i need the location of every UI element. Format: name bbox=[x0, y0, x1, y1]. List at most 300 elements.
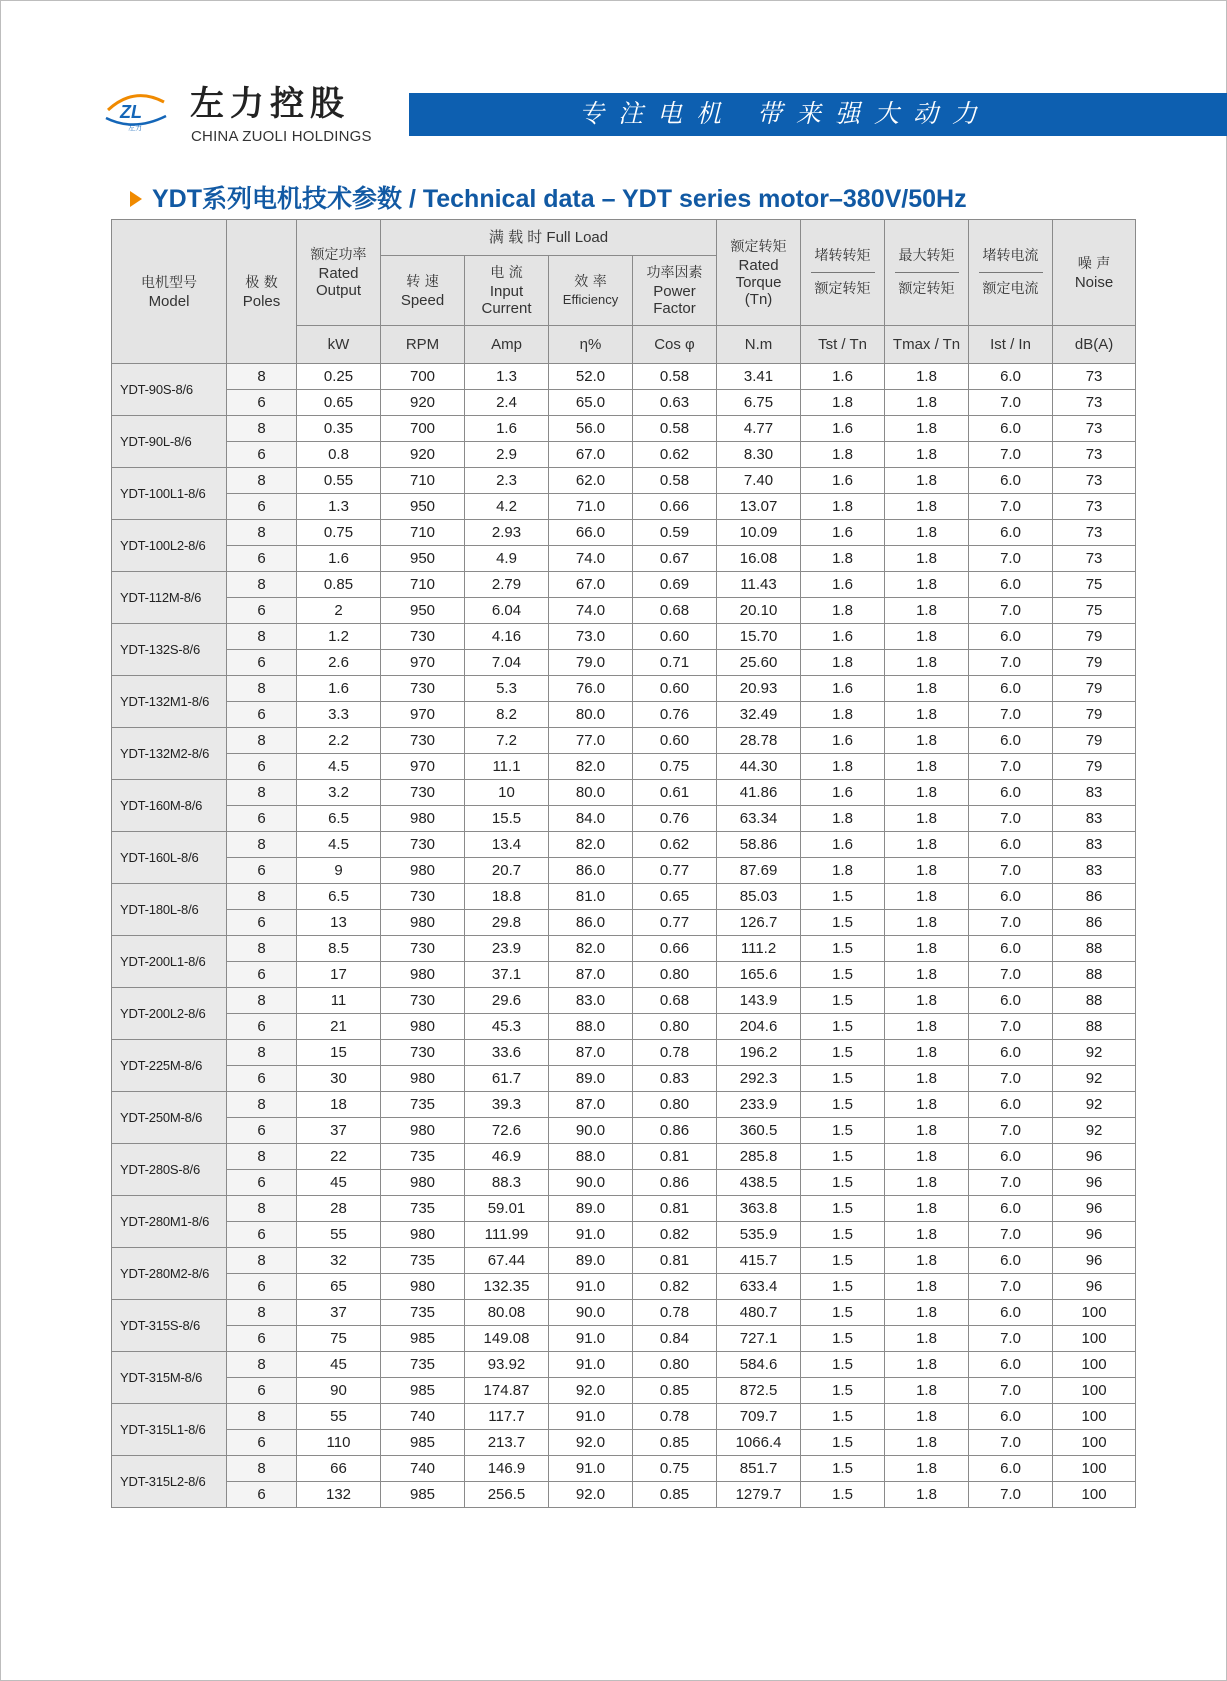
data-cell: 6.5 bbox=[297, 806, 381, 832]
data-cell: 6.75 bbox=[717, 390, 801, 416]
data-cell: 4.5 bbox=[297, 832, 381, 858]
data-cell: 0.25 bbox=[297, 364, 381, 390]
data-cell: 7.0 bbox=[969, 1222, 1053, 1248]
data-cell: 1.8 bbox=[885, 1248, 969, 1274]
data-cell: 29.6 bbox=[465, 988, 549, 1014]
header-ist-top: 堵转电流 bbox=[979, 246, 1043, 273]
model-cell: YDT-200L1-8/6 bbox=[112, 936, 227, 988]
table-row bbox=[112, 676, 1136, 702]
data-cell: 6.0 bbox=[969, 1352, 1053, 1378]
data-cell: 2.3 bbox=[465, 468, 549, 494]
data-cell: 82.0 bbox=[549, 832, 633, 858]
poles-cell: 6 bbox=[227, 1482, 297, 1508]
table-row bbox=[112, 754, 1136, 780]
data-cell: 1.5 bbox=[801, 1274, 885, 1300]
data-cell: 1.8 bbox=[885, 1040, 969, 1066]
unit-cell: η% bbox=[549, 326, 633, 364]
data-cell: 1.5 bbox=[801, 1014, 885, 1040]
data-cell: 58.86 bbox=[717, 832, 801, 858]
data-cell: 735 bbox=[381, 1196, 465, 1222]
header-torque-en1: Rated bbox=[738, 256, 779, 274]
data-cell: 735 bbox=[381, 1300, 465, 1326]
data-cell: 18.8 bbox=[465, 884, 549, 910]
data-cell: 23.9 bbox=[465, 936, 549, 962]
data-cell: 7.0 bbox=[969, 1326, 1053, 1352]
data-cell: 111.2 bbox=[717, 936, 801, 962]
data-cell: 0.76 bbox=[633, 702, 717, 728]
data-cell: 13.4 bbox=[465, 832, 549, 858]
data-cell: 92.0 bbox=[549, 1430, 633, 1456]
data-cell: 100 bbox=[1053, 1326, 1136, 1352]
data-cell: 1.8 bbox=[885, 1144, 969, 1170]
data-cell: 0.59 bbox=[633, 520, 717, 546]
header-tmax-top: 最大转矩 bbox=[895, 246, 959, 273]
data-cell: 91.0 bbox=[549, 1352, 633, 1378]
data-cell: 7.0 bbox=[969, 442, 1053, 468]
table-row bbox=[112, 598, 1136, 624]
header-speed-en: Speed bbox=[400, 291, 445, 309]
data-cell: 61.7 bbox=[465, 1066, 549, 1092]
poles-cell: 8 bbox=[227, 624, 297, 650]
header-pf-cn: 功率因素 bbox=[646, 265, 703, 281]
data-cell: 1.8 bbox=[885, 780, 969, 806]
table-row bbox=[112, 624, 1136, 650]
data-cell: 21 bbox=[297, 1014, 381, 1040]
data-cell: 1.8 bbox=[885, 624, 969, 650]
model-cell: YDT-90S-8/6 bbox=[112, 364, 227, 416]
data-cell: 1.8 bbox=[885, 1300, 969, 1326]
data-cell: 0.61 bbox=[633, 780, 717, 806]
data-cell: 132.35 bbox=[465, 1274, 549, 1300]
data-cell: 0.85 bbox=[633, 1378, 717, 1404]
table-row bbox=[112, 1092, 1136, 1118]
data-cell: 1.6 bbox=[297, 676, 381, 702]
data-cell: 6.0 bbox=[969, 572, 1053, 598]
data-cell: 79 bbox=[1053, 650, 1136, 676]
data-cell: 1.8 bbox=[885, 858, 969, 884]
data-cell: 92 bbox=[1053, 1092, 1136, 1118]
data-cell: 0.78 bbox=[633, 1040, 717, 1066]
data-cell: 7.0 bbox=[969, 1118, 1053, 1144]
data-cell: 15 bbox=[297, 1040, 381, 1066]
data-cell: 1.8 bbox=[801, 494, 885, 520]
data-cell: 700 bbox=[381, 364, 465, 390]
data-cell: 6.0 bbox=[969, 1040, 1053, 1066]
unit-cell: kW bbox=[297, 326, 381, 364]
data-cell: 10.09 bbox=[717, 520, 801, 546]
model-cell: YDT-250M-8/6 bbox=[112, 1092, 227, 1144]
data-cell: 985 bbox=[381, 1482, 465, 1508]
data-cell: 980 bbox=[381, 1222, 465, 1248]
data-cell: 1.2 bbox=[297, 624, 381, 650]
data-cell: 730 bbox=[381, 728, 465, 754]
header-noise-en: Noise bbox=[1074, 273, 1114, 291]
data-cell: 1.6 bbox=[801, 572, 885, 598]
data-cell: 0.65 bbox=[297, 390, 381, 416]
data-cell: 950 bbox=[381, 494, 465, 520]
data-cell: 0.85 bbox=[633, 1482, 717, 1508]
model-cell: YDT-132M2-8/6 bbox=[112, 728, 227, 780]
model-cell: YDT-225M-8/6 bbox=[112, 1040, 227, 1092]
data-cell: 88 bbox=[1053, 988, 1136, 1014]
data-cell: 1.8 bbox=[885, 650, 969, 676]
data-cell: 81.0 bbox=[549, 884, 633, 910]
data-cell: 0.58 bbox=[633, 416, 717, 442]
data-cell: 2.79 bbox=[465, 572, 549, 598]
table-row bbox=[112, 1430, 1136, 1456]
data-cell: 0.67 bbox=[633, 546, 717, 572]
data-cell: 96 bbox=[1053, 1144, 1136, 1170]
header-eff-en: Efficiency bbox=[562, 292, 619, 307]
data-cell: 165.6 bbox=[717, 962, 801, 988]
data-cell: 1.8 bbox=[885, 1430, 969, 1456]
table-row bbox=[112, 650, 1136, 676]
data-cell: 46.9 bbox=[465, 1144, 549, 1170]
data-cell: 1.5 bbox=[801, 1430, 885, 1456]
table-row bbox=[112, 364, 1136, 390]
data-cell: 0.60 bbox=[633, 728, 717, 754]
data-cell: 18 bbox=[297, 1092, 381, 1118]
data-cell: 735 bbox=[381, 1092, 465, 1118]
data-cell: 740 bbox=[381, 1456, 465, 1482]
data-cell: 65 bbox=[297, 1274, 381, 1300]
data-cell: 30 bbox=[297, 1066, 381, 1092]
data-cell: 740 bbox=[381, 1404, 465, 1430]
data-cell: 143.9 bbox=[717, 988, 801, 1014]
data-cell: 1.8 bbox=[885, 1092, 969, 1118]
data-cell: 0.66 bbox=[633, 936, 717, 962]
poles-cell: 8 bbox=[227, 1300, 297, 1326]
data-cell: 0.62 bbox=[633, 832, 717, 858]
data-cell: 89.0 bbox=[549, 1196, 633, 1222]
table-row bbox=[112, 1014, 1136, 1040]
table-row bbox=[112, 1378, 1136, 1404]
table-row bbox=[112, 832, 1136, 858]
data-cell: 3.3 bbox=[297, 702, 381, 728]
table-row bbox=[112, 884, 1136, 910]
data-cell: 7.0 bbox=[969, 1378, 1053, 1404]
table-row bbox=[112, 858, 1136, 884]
unit-cell: Tmax / Tn bbox=[885, 326, 969, 364]
data-cell: 4.9 bbox=[465, 546, 549, 572]
data-cell: 0.63 bbox=[633, 390, 717, 416]
poles-cell: 6 bbox=[227, 702, 297, 728]
data-cell: 0.75 bbox=[633, 754, 717, 780]
poles-cell: 6 bbox=[227, 962, 297, 988]
data-cell: 16.08 bbox=[717, 546, 801, 572]
data-cell: 7.40 bbox=[717, 468, 801, 494]
data-cell: 86 bbox=[1053, 884, 1136, 910]
data-cell: 91.0 bbox=[549, 1404, 633, 1430]
data-cell: 1.8 bbox=[885, 416, 969, 442]
data-cell: 872.5 bbox=[717, 1378, 801, 1404]
header-output-en1: Rated bbox=[318, 265, 359, 282]
data-cell: 2.4 bbox=[465, 390, 549, 416]
header-torque-en2: Torque bbox=[735, 273, 782, 291]
data-cell: 0.86 bbox=[633, 1170, 717, 1196]
header-torque-en3: (Tn) bbox=[744, 290, 773, 308]
model-cell: YDT-112M-8/6 bbox=[112, 572, 227, 624]
data-cell: 1.8 bbox=[801, 858, 885, 884]
header-speed-cn: 转 速 bbox=[406, 273, 439, 290]
data-cell: 1.5 bbox=[801, 988, 885, 1014]
poles-cell: 6 bbox=[227, 1430, 297, 1456]
data-cell: 0.60 bbox=[633, 624, 717, 650]
data-cell: 86.0 bbox=[549, 910, 633, 936]
table-row bbox=[112, 1196, 1136, 1222]
table-row bbox=[112, 1456, 1136, 1482]
data-cell: 1.8 bbox=[885, 546, 969, 572]
data-cell: 96 bbox=[1053, 1274, 1136, 1300]
data-cell: 8.2 bbox=[465, 702, 549, 728]
data-cell: 25.60 bbox=[717, 650, 801, 676]
data-cell: 709.7 bbox=[717, 1404, 801, 1430]
data-cell: 1.8 bbox=[801, 650, 885, 676]
data-cell: 84.0 bbox=[549, 806, 633, 832]
data-cell: 0.82 bbox=[633, 1274, 717, 1300]
data-cell: 100 bbox=[1053, 1300, 1136, 1326]
data-cell: 6.0 bbox=[969, 884, 1053, 910]
data-cell: 73 bbox=[1053, 468, 1136, 494]
table-row bbox=[112, 1404, 1136, 1430]
technical-data-table bbox=[111, 219, 1136, 1508]
data-cell: 1.6 bbox=[801, 780, 885, 806]
data-cell: 6.0 bbox=[969, 1456, 1053, 1482]
data-cell: 3.2 bbox=[297, 780, 381, 806]
data-cell: 96 bbox=[1053, 1248, 1136, 1274]
data-cell: 100 bbox=[1053, 1404, 1136, 1430]
header-output bbox=[297, 220, 381, 326]
table-row bbox=[112, 468, 1136, 494]
poles-cell: 6 bbox=[227, 1118, 297, 1144]
poles-cell: 6 bbox=[227, 494, 297, 520]
model-cell: YDT-280M1-8/6 bbox=[112, 1196, 227, 1248]
data-cell: 29.8 bbox=[465, 910, 549, 936]
data-cell: 1.8 bbox=[885, 884, 969, 910]
data-cell: 1.5 bbox=[801, 1066, 885, 1092]
data-cell: 146.9 bbox=[465, 1456, 549, 1482]
data-cell: 13.07 bbox=[717, 494, 801, 520]
data-cell: 1.8 bbox=[885, 494, 969, 520]
data-cell: 1.3 bbox=[465, 364, 549, 390]
data-cell: 8.5 bbox=[297, 936, 381, 962]
table-row bbox=[112, 1326, 1136, 1352]
model-cell: YDT-100L1-8/6 bbox=[112, 468, 227, 520]
data-cell: 73 bbox=[1053, 546, 1136, 572]
data-cell: 710 bbox=[381, 468, 465, 494]
data-cell: 0.55 bbox=[297, 468, 381, 494]
data-cell: 79 bbox=[1053, 676, 1136, 702]
header-ist bbox=[969, 220, 1053, 326]
data-cell: 6.0 bbox=[969, 936, 1053, 962]
data-cell: 56.0 bbox=[549, 416, 633, 442]
data-cell: 117.7 bbox=[465, 1404, 549, 1430]
poles-cell: 8 bbox=[227, 416, 297, 442]
poles-cell: 8 bbox=[227, 676, 297, 702]
data-cell: 75 bbox=[297, 1326, 381, 1352]
data-cell: 980 bbox=[381, 806, 465, 832]
header-output-cn: 额定功率 bbox=[310, 247, 367, 263]
data-cell: 0.68 bbox=[633, 598, 717, 624]
data-cell: 91.0 bbox=[549, 1456, 633, 1482]
data-cell: 6.0 bbox=[969, 832, 1053, 858]
poles-cell: 6 bbox=[227, 910, 297, 936]
model-cell: YDT-280M2-8/6 bbox=[112, 1248, 227, 1300]
data-cell: 535.9 bbox=[717, 1222, 801, 1248]
data-cell: 1279.7 bbox=[717, 1482, 801, 1508]
data-cell: 1.8 bbox=[885, 702, 969, 728]
table-row bbox=[112, 806, 1136, 832]
poles-cell: 6 bbox=[227, 1170, 297, 1196]
company-name-cn: 左力控股 bbox=[190, 84, 350, 124]
table-row bbox=[112, 1040, 1136, 1066]
data-cell: 985 bbox=[381, 1378, 465, 1404]
data-cell: 0.75 bbox=[297, 520, 381, 546]
data-cell: 980 bbox=[381, 1014, 465, 1040]
unit-cell: RPM bbox=[381, 326, 465, 364]
poles-cell: 8 bbox=[227, 728, 297, 754]
data-cell: 92 bbox=[1053, 1118, 1136, 1144]
data-cell: 65.0 bbox=[549, 390, 633, 416]
data-cell: 79 bbox=[1053, 728, 1136, 754]
data-cell: 1.8 bbox=[885, 468, 969, 494]
data-cell: 1.5 bbox=[801, 1118, 885, 1144]
poles-cell: 8 bbox=[227, 832, 297, 858]
poles-cell: 8 bbox=[227, 468, 297, 494]
data-cell: 88 bbox=[1053, 962, 1136, 988]
data-cell: 0.78 bbox=[633, 1300, 717, 1326]
model-cell: YDT-90L-8/6 bbox=[112, 416, 227, 468]
data-cell: 0.81 bbox=[633, 1196, 717, 1222]
data-cell: 90.0 bbox=[549, 1300, 633, 1326]
data-cell: 90.0 bbox=[549, 1170, 633, 1196]
data-cell: 79.0 bbox=[549, 650, 633, 676]
data-cell: 0.84 bbox=[633, 1326, 717, 1352]
data-cell: 0.62 bbox=[633, 442, 717, 468]
data-cell: 132 bbox=[297, 1482, 381, 1508]
data-cell: 73 bbox=[1053, 442, 1136, 468]
model-cell: YDT-200L2-8/6 bbox=[112, 988, 227, 1040]
data-cell: 7.0 bbox=[969, 1274, 1053, 1300]
data-cell: 1.5 bbox=[801, 1404, 885, 1430]
data-cell: 1.5 bbox=[801, 1144, 885, 1170]
data-cell: 1.8 bbox=[885, 442, 969, 468]
data-cell: 1.5 bbox=[801, 1326, 885, 1352]
data-cell: 980 bbox=[381, 910, 465, 936]
header-current-en2: Current bbox=[481, 300, 532, 317]
model-cell: YDT-315L2-8/6 bbox=[112, 1456, 227, 1508]
slogan: 专注电机 带来强大动力 bbox=[579, 99, 991, 128]
data-cell: 0.81 bbox=[633, 1248, 717, 1274]
poles-cell: 6 bbox=[227, 1014, 297, 1040]
header-tmax-bot: 额定转矩 bbox=[898, 281, 955, 297]
data-cell: 2.6 bbox=[297, 650, 381, 676]
poles-cell: 8 bbox=[227, 1040, 297, 1066]
data-cell: 920 bbox=[381, 442, 465, 468]
data-cell: 41.86 bbox=[717, 780, 801, 806]
data-cell: 980 bbox=[381, 858, 465, 884]
data-cell: 45 bbox=[297, 1352, 381, 1378]
data-cell: 1.5 bbox=[801, 1300, 885, 1326]
header-model bbox=[112, 220, 227, 364]
data-cell: 1.6 bbox=[801, 416, 885, 442]
poles-cell: 6 bbox=[227, 1274, 297, 1300]
data-cell: 0.78 bbox=[633, 1404, 717, 1430]
data-cell: 7.0 bbox=[969, 910, 1053, 936]
data-cell: 0.66 bbox=[633, 494, 717, 520]
data-cell: 6.0 bbox=[969, 676, 1053, 702]
header-full-load: 满 载 时 Full Load bbox=[381, 220, 717, 256]
data-cell: 0.69 bbox=[633, 572, 717, 598]
data-cell: 73 bbox=[1053, 390, 1136, 416]
data-cell: 980 bbox=[381, 1066, 465, 1092]
data-cell: 92 bbox=[1053, 1040, 1136, 1066]
data-cell: 7.04 bbox=[465, 650, 549, 676]
data-cell: 0.71 bbox=[633, 650, 717, 676]
header-noise bbox=[1053, 220, 1136, 326]
data-cell: 1.8 bbox=[885, 520, 969, 546]
poles-cell: 6 bbox=[227, 650, 297, 676]
data-cell: 1.5 bbox=[801, 1378, 885, 1404]
data-cell: 9 bbox=[297, 858, 381, 884]
data-cell: 1.8 bbox=[885, 1170, 969, 1196]
data-cell: 6.0 bbox=[969, 364, 1053, 390]
header-torque-cn: 额定转矩 bbox=[730, 238, 787, 255]
model-cell: YDT-315L1-8/6 bbox=[112, 1404, 227, 1456]
data-cell: 730 bbox=[381, 1040, 465, 1066]
data-cell: 91.0 bbox=[549, 1222, 633, 1248]
table-row bbox=[112, 780, 1136, 806]
data-cell: 85.03 bbox=[717, 884, 801, 910]
data-cell: 730 bbox=[381, 988, 465, 1014]
poles-cell: 8 bbox=[227, 1196, 297, 1222]
unit-cell: N.m bbox=[717, 326, 801, 364]
data-cell: 88.0 bbox=[549, 1144, 633, 1170]
data-cell: 1.8 bbox=[801, 806, 885, 832]
data-cell: 1.8 bbox=[885, 1404, 969, 1430]
data-cell: 96 bbox=[1053, 1196, 1136, 1222]
model-cell: YDT-132S-8/6 bbox=[112, 624, 227, 676]
data-cell: 126.7 bbox=[717, 910, 801, 936]
data-cell: 0.85 bbox=[633, 1430, 717, 1456]
data-cell: 256.5 bbox=[465, 1482, 549, 1508]
data-cell: 37 bbox=[297, 1300, 381, 1326]
data-cell: 6.0 bbox=[969, 1196, 1053, 1222]
data-cell: 20.93 bbox=[717, 676, 801, 702]
data-cell: 730 bbox=[381, 832, 465, 858]
data-cell: 980 bbox=[381, 1274, 465, 1300]
data-cell: 73 bbox=[1053, 364, 1136, 390]
poles-cell: 8 bbox=[227, 520, 297, 546]
data-cell: 7.0 bbox=[969, 806, 1053, 832]
unit-cell: Amp bbox=[465, 326, 549, 364]
data-cell: 735 bbox=[381, 1248, 465, 1274]
data-cell: 33.6 bbox=[465, 1040, 549, 1066]
data-cell: 89.0 bbox=[549, 1066, 633, 1092]
header-poles bbox=[227, 220, 297, 364]
data-cell: 710 bbox=[381, 520, 465, 546]
data-cell: 0.83 bbox=[633, 1066, 717, 1092]
data-cell: 45 bbox=[297, 1170, 381, 1196]
data-cell: 735 bbox=[381, 1352, 465, 1378]
model-cell: YDT-160M-8/6 bbox=[112, 780, 227, 832]
data-cell: 7.0 bbox=[969, 1482, 1053, 1508]
data-cell: 74.0 bbox=[549, 546, 633, 572]
data-cell: 0.80 bbox=[633, 1352, 717, 1378]
data-cell: 1.8 bbox=[885, 1196, 969, 1222]
data-cell: 22 bbox=[297, 1144, 381, 1170]
data-cell: 80.08 bbox=[465, 1300, 549, 1326]
